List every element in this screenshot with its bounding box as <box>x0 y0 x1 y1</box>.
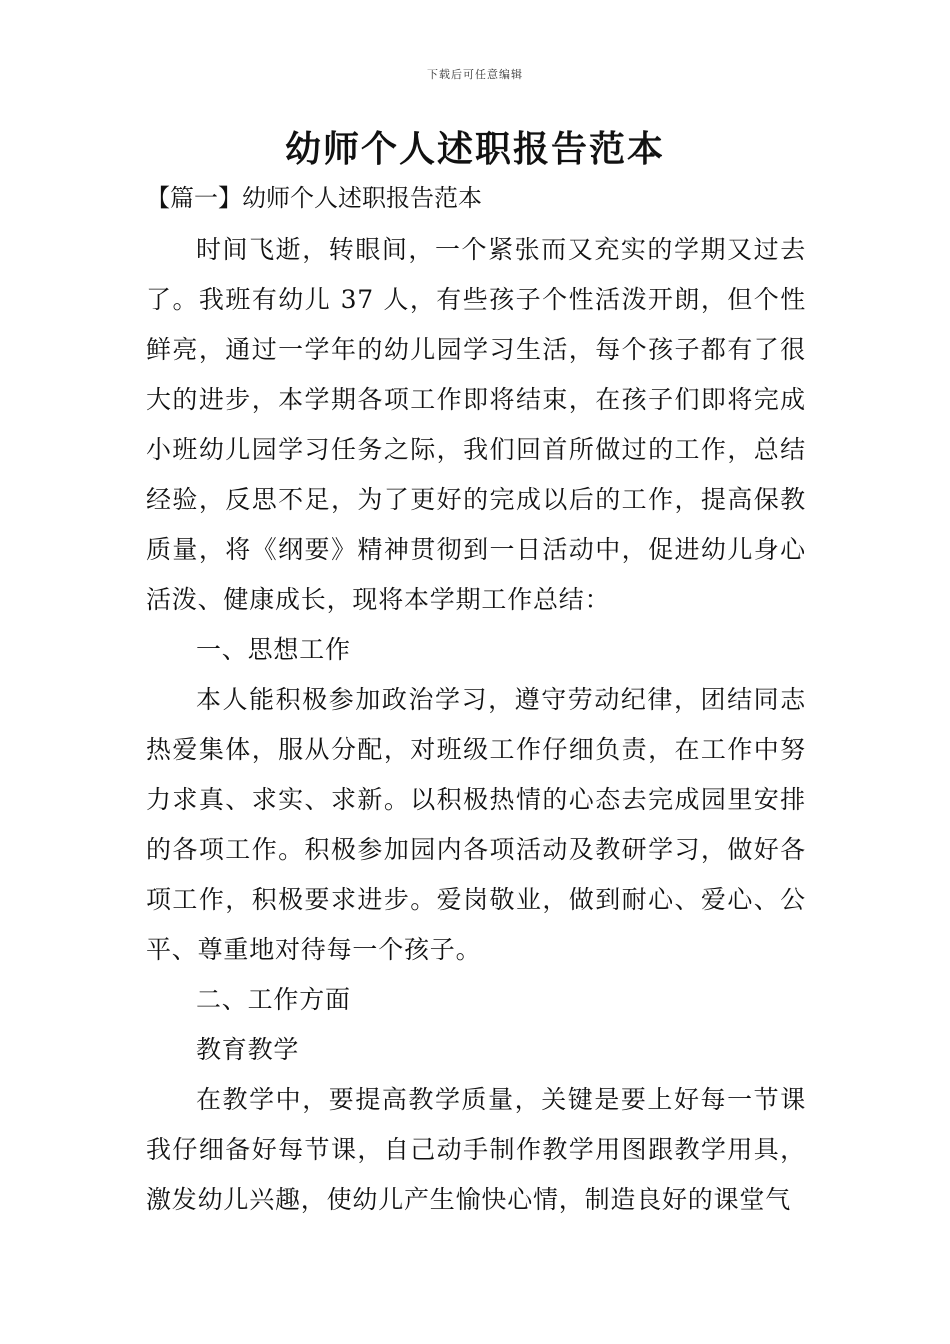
paragraph-intro: 时间飞逝，转眼间，一个紧张而又充实的学期又过去了。我班有幼儿 37 人，有些孩子个性活泼开朗，但个性鲜亮，通过一学年的幼儿园学习生活，每个孩子都有了很大的进步，本学期各项工作即将结束，在孩子们即将完成小班幼儿园学习任务之际，我们回首所做过的工作，总结经验，反思不足，为了更好的完成以后的工作，提高保教质量，将《纲要》精神贯彻到一日活动中，促进幼儿身心活泼、健康成长，现将本学期工作总结： <box>146 235 806 614</box>
document-title: 幼师个人述职报告范本 <box>284 128 665 170</box>
paragraph-teaching: 在教学中，要提高教学质量，关键是要上好每一节课我仔细备好每节课，自己动手制作教学用图跟教学用具，激发幼儿兴趣，使幼儿产生愉快心情，制造良好的课堂气 <box>146 1085 806 1214</box>
heading-work-aspects: 二、工作方面 <box>196 985 351 1014</box>
section-title: 【篇一】幼师个人述职报告范本 <box>146 184 482 212</box>
document-body <box>146 225 806 1225</box>
heading-education-teaching: 教育教学 <box>196 1035 300 1064</box>
header-note: 下载后可任意编辑 <box>427 68 523 81</box>
paragraph-ideology: 本人能积极参加政治学习，遵守劳动纪律，团结同志热爱集体，服从分配，对班级工作仔细负责，在工作中努力求真、求实、求新。以积极热情的心态去完成园里安排的各项工作。积极参加园内各项活动及教研学习，做好各项工作，积极要求进步。爱岗敬业，做到耐心、爱心、公平、尊重地对待每一个孩子。 <box>146 685 806 964</box>
heading-ideology-work: 一、思想工作 <box>196 635 351 664</box>
